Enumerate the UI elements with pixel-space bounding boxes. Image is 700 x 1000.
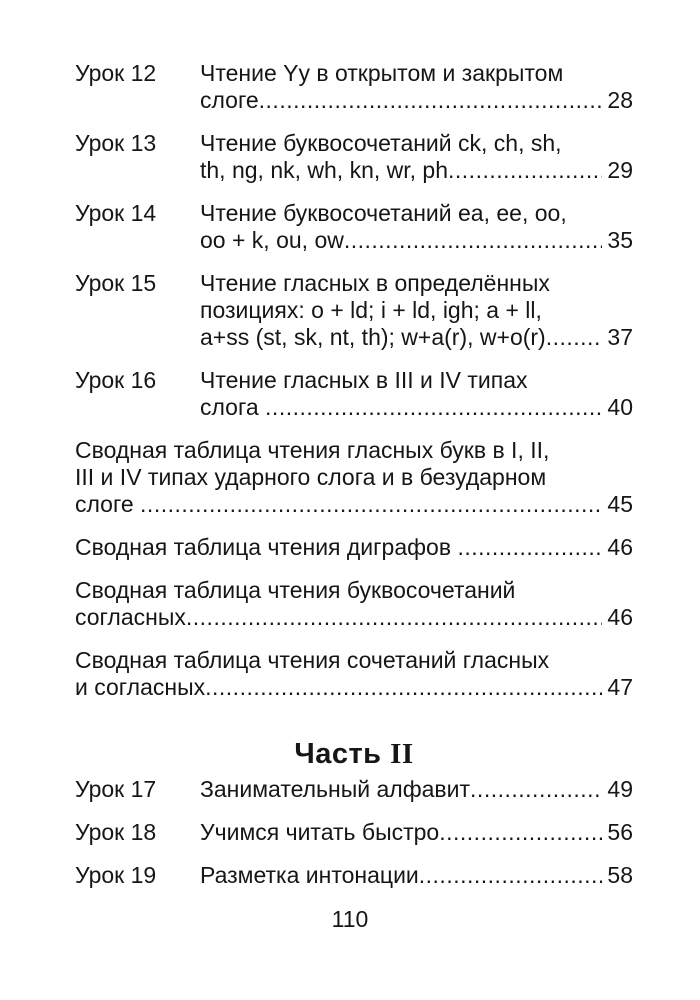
toc-entry-lesson: [75, 200, 633, 254]
toc-entry-lesson: [75, 776, 633, 803]
lesson-label: Урок 12: [75, 60, 157, 86]
toc-page-ref: 46: [607, 534, 633, 560]
dot-leader: [546, 324, 603, 351]
toc-entry-line: Чтение буквосочетаний ck, ch, sh,: [200, 130, 562, 156]
toc-entry-summary: [75, 577, 633, 631]
toc-entry-body: [200, 60, 633, 114]
toc-entry-body: [200, 270, 633, 351]
toc-page-ref: 49: [607, 776, 633, 802]
toc-entry-line: Сводная таблица чтения гласных букв в I, II,: [75, 437, 550, 463]
toc-entry-summary: [75, 437, 633, 518]
toc-entry-lastline: [200, 227, 633, 254]
toc-entry-lastline: [75, 534, 633, 561]
toc-page-ref: 46: [607, 604, 633, 630]
toc-entry-lastline: [200, 776, 633, 803]
toc-entry-lastline: [200, 324, 633, 351]
toc-entry-body: [75, 647, 633, 701]
toc-page-ref: 47: [607, 674, 633, 700]
toc-entry-lastline: [200, 157, 633, 184]
toc-entry-lastline: [75, 604, 633, 631]
toc-entry-line: Чтение гласных в определённых: [200, 270, 550, 296]
part2-heading: [75, 737, 633, 771]
lesson-label: Урок 16: [75, 367, 157, 393]
part2-heading-numeral: II: [390, 738, 414, 770]
toc-entry-text: и согласных: [75, 674, 206, 700]
lesson-label: Урок 19: [75, 862, 157, 888]
page-number: 110: [331, 906, 369, 932]
part2-heading-word: Часть: [294, 738, 382, 770]
toc-entry-summary: [75, 534, 633, 561]
toc-entry-lesson: [75, 862, 633, 889]
lesson-label: Урок 18: [75, 819, 157, 845]
toc-page-ref: 58: [607, 862, 633, 888]
toc-page-ref: 45: [607, 491, 633, 517]
dot-leader: [470, 776, 602, 803]
toc-entry-body: [75, 534, 633, 561]
toc-entry-text: слога: [200, 394, 266, 420]
dot-leader: [140, 491, 602, 518]
dot-leader: [419, 862, 603, 889]
toc-page-ref: 56: [607, 819, 633, 845]
toc-entry-lastline: [200, 819, 633, 846]
page-footer: [0, 906, 700, 933]
toc-entry-text: oo + k, ou, ow: [200, 227, 344, 253]
toc-entry-text: Сводная таблица чтения диграфов: [75, 534, 458, 560]
toc-entry-line: Чтение буквосочетаний ea, ee, oo,: [200, 200, 567, 226]
toc-entry-text: Разметка интонации: [200, 862, 419, 888]
toc-entry-lesson: [75, 130, 633, 184]
toc-entry-line: Сводная таблица чтения сочетаний гласных: [75, 647, 550, 673]
toc-entry-text: согласных: [75, 604, 186, 630]
toc-page-ref: 28: [607, 87, 633, 113]
toc-entry-body: [200, 367, 633, 421]
toc-page-ref: 35: [607, 227, 633, 253]
toc-page-ref: 29: [607, 157, 633, 183]
toc-entry-body: [200, 819, 633, 846]
toc-entry-lesson: [75, 819, 633, 846]
toc-entry-lastline: [75, 674, 633, 701]
toc-entry-body: [75, 437, 633, 518]
toc-entry-text: th, ng, nk, wh, kn, wr, ph: [200, 157, 449, 183]
toc-entry-text: Учимся читать быстро: [200, 819, 440, 845]
toc-entry-lastline: [200, 394, 633, 421]
lesson-label: Урок 14: [75, 200, 157, 226]
toc-entry-body: [200, 862, 633, 889]
lesson-label: Урок 15: [75, 270, 157, 296]
toc-list-part1: [75, 60, 633, 701]
dot-leader: [448, 157, 602, 184]
toc-entry-lesson: [75, 367, 633, 421]
toc-content: [75, 60, 633, 905]
toc-entry-line: Сводная таблица чтения буквосочетаний: [75, 577, 516, 603]
toc-entry-text: Занимательный алфавит: [200, 776, 471, 802]
toc-entry-line: III и IV типах ударного слога и в безударном: [75, 464, 547, 490]
dot-leader: [439, 819, 602, 846]
toc-entry-line: Чтение гласных в III и IV типах: [200, 367, 528, 393]
toc-entry-line: Чтение Yy в открытом и закрытом: [200, 60, 564, 86]
toc-list-part2: [75, 776, 633, 889]
dot-leader: [259, 87, 603, 114]
toc-entry-body: [200, 130, 633, 184]
dot-leader: [265, 394, 602, 421]
toc-entry-lastline: [75, 491, 633, 518]
toc-entry-body: [75, 577, 633, 631]
dot-leader: [186, 604, 603, 631]
toc-entry-body: [200, 200, 633, 254]
toc-entry-summary: [75, 647, 633, 701]
toc-entry-text: слоге: [75, 491, 141, 517]
toc-entry-lesson: [75, 60, 633, 114]
toc-entry-text: слоге: [200, 87, 259, 113]
dot-leader: [457, 534, 602, 561]
toc-entry-text: a+ss (st, sk, nt, th); w+a(r), w+o(r): [200, 324, 546, 350]
lesson-label: Урок 17: [75, 776, 157, 802]
dot-leader: [205, 674, 602, 701]
dot-leader: [344, 227, 603, 254]
lesson-label: Урок 13: [75, 130, 157, 156]
toc-entry-lastline: [200, 87, 633, 114]
toc-page-ref: 37: [607, 324, 633, 350]
toc-entry-body: [200, 776, 633, 803]
toc-entry-line: позициях: o + ld; i + ld, igh; a + ll,: [200, 297, 542, 323]
toc-entry-lesson: [75, 270, 633, 351]
toc-entry-lastline: [200, 862, 633, 889]
toc-page-ref: 40: [607, 394, 633, 420]
